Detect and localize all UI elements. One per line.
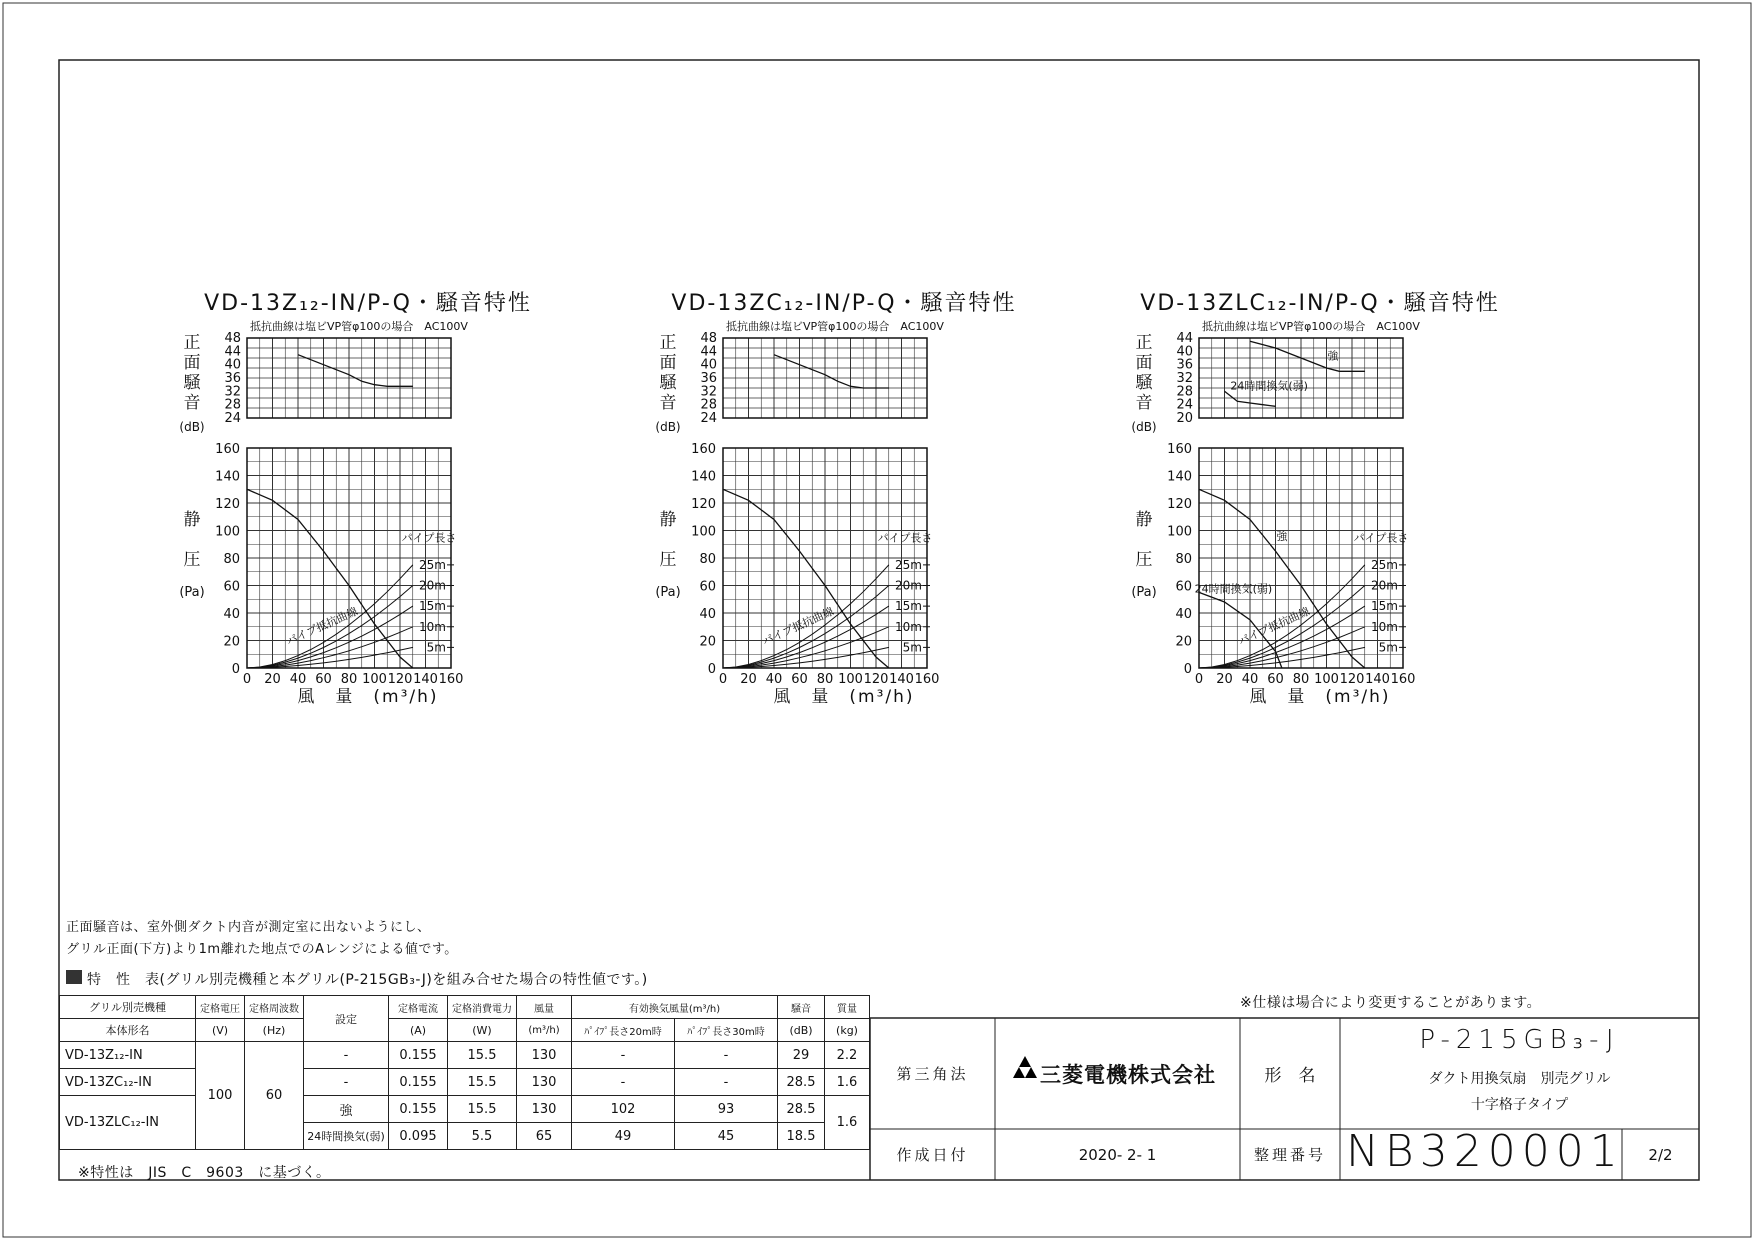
resistance-label: パイプ抵抗曲線 <box>1236 604 1312 648</box>
pressure-ylabel: 静 <box>1135 510 1153 530</box>
x-tick-label: 60 <box>791 672 808 687</box>
pipe-length-label: 5m <box>1378 640 1398 655</box>
th-mass: 質量 <box>825 996 870 1019</box>
freq-cell: 60 <box>245 1042 304 1150</box>
chart-3 <box>1131 291 1499 707</box>
th-noise: 騒音 <box>778 996 825 1019</box>
model-description-2: 十字格子タイプ <box>1470 1097 1569 1113</box>
noise-grid <box>247 338 451 418</box>
table-row <box>60 1069 870 1096</box>
noise-ylabel: 正 <box>659 333 677 353</box>
pressure-tick-label: 20 <box>1175 634 1192 650</box>
model-number: P-215GB₃-J <box>1419 1025 1620 1055</box>
row-airflow: 65 <box>517 1123 572 1150</box>
x-tick-label: 20 <box>264 672 281 687</box>
voltage-cell: 100 <box>196 1042 245 1150</box>
x-tick-label: 100 <box>1314 672 1339 687</box>
row-pipe30: - <box>675 1069 778 1096</box>
th-voltage: 定格電圧 <box>196 996 245 1019</box>
table-row <box>60 1042 870 1069</box>
note-line-1: 正面騒音は、室外側ダクト内音が測定室に出ないようにし、 <box>66 920 431 935</box>
x-tick-label: 80 <box>340 672 358 687</box>
row-pipe20: 102 <box>572 1096 675 1123</box>
x-tick-label: 60 <box>1267 672 1284 687</box>
row-power: 15.5 <box>448 1042 517 1069</box>
pressure-tick-label: 140 <box>691 469 716 485</box>
pressure-unit: (Pa) <box>1131 585 1157 600</box>
pressure-tick-label: 0 <box>707 662 716 677</box>
pipe-length-label: 20m <box>419 578 446 593</box>
noise-ylabel: 音 <box>1135 393 1153 413</box>
pressure-ylabel: 圧 <box>1135 550 1153 570</box>
pressure-tick-label: 160 <box>691 442 716 457</box>
pressure-ylabel: 圧 <box>183 550 201 570</box>
noise-tick-label: 44 <box>1176 331 1193 346</box>
row-airflow: 130 <box>517 1069 572 1096</box>
pressure-tick-label: 100 <box>691 524 716 540</box>
noise-tick-label: 48 <box>700 331 717 346</box>
chart-title: VD-13ZLC₁₂-IN/P-Q・騒音特性 <box>1140 291 1500 316</box>
x-tick-label: 120 <box>1339 672 1365 687</box>
th-voltage-unit: (V) <box>196 1019 245 1042</box>
chart-title: VD-13ZC₁₂-IN/P-Q・騒音特性 <box>671 291 1017 316</box>
pipe-length-label: 25m <box>895 557 922 572</box>
row-pipe20: - <box>572 1042 675 1069</box>
row-current: 0.155 <box>389 1096 448 1123</box>
x-tick-label: 120 <box>863 672 889 687</box>
pipe-header: パイプ長さ <box>877 531 933 545</box>
pressure-tick-label: 0 <box>231 662 240 677</box>
x-tick-label: 160 <box>914 672 940 687</box>
th-airflow-unit: (m³/h) <box>517 1019 572 1042</box>
row-pipe20: - <box>572 1069 675 1096</box>
noise-ylabel: 面 <box>183 353 201 373</box>
pressure-unit: (Pa) <box>179 585 205 600</box>
pq-curve <box>723 489 889 668</box>
pressure-tick-label: 40 <box>699 607 716 622</box>
pq-curve <box>247 489 413 668</box>
noise-grid <box>723 338 927 418</box>
reference-number: NB320001 <box>1346 1126 1624 1177</box>
chart-title: VD-13Z₁₂-IN/P-Q・騒音特性 <box>204 291 532 316</box>
pipe-header: パイプ長さ <box>401 531 457 545</box>
row-pipe30: 45 <box>675 1123 778 1150</box>
th-model-2: 本体形名 <box>60 1019 196 1042</box>
th-setting: 設定 <box>304 996 389 1042</box>
pressure-unit: (Pa) <box>655 585 681 600</box>
pipe-length-label: 10m <box>1371 619 1398 634</box>
noise-tick-label: 32 <box>1176 371 1193 386</box>
pipe-length-label: 15m <box>419 599 446 614</box>
noise-tick-label: 48 <box>224 331 241 346</box>
row-current: 0.155 <box>389 1069 448 1096</box>
pressure-ylabel: 静 <box>183 510 201 530</box>
chart-subtitle: 抵抗曲線は塩ビVP管φ100の場合 AC100V <box>726 320 944 333</box>
th-pipe30: ﾊﾟｲﾌﾟ長さ30m時 <box>675 1019 778 1042</box>
pressure-tick-label: 40 <box>223 607 240 622</box>
pressure-tick-label: 80 <box>1175 552 1192 567</box>
chart-subtitle: 抵抗曲線は塩ビVP管φ100の場合 AC100V <box>250 320 468 333</box>
table-title: 特 性 表(グリル別売機種と本グリル(P-215GB₃-J)を組み合せた場合の特性値です。) <box>87 972 648 988</box>
th-effective: 有効換気風量(m³/h) <box>572 996 778 1019</box>
noise-curve <box>298 355 413 387</box>
spec-change-note: ※仕様は場合により変更することがあります。 <box>1240 995 1542 1011</box>
row-noise: 18.5 <box>778 1123 825 1150</box>
th-freq: 定格周波数 <box>245 996 304 1019</box>
pressure-tick-label: 160 <box>1167 442 1192 457</box>
chart-subtitle: 抵抗曲線は塩ビVP管φ100の場合 AC100V <box>1202 320 1420 333</box>
noise-ylabel: 騒 <box>1135 373 1153 393</box>
th-freq-unit: (Hz) <box>245 1019 304 1042</box>
pressure-tick-label: 40 <box>1175 607 1192 622</box>
x-tick-label: 0 <box>242 672 252 687</box>
table-marker-icon <box>66 970 82 984</box>
th-noise-unit: (dB) <box>778 1019 825 1042</box>
resistance-label: パイプ抵抗曲線 <box>284 604 360 648</box>
ref-label: 整理番号 <box>1253 1146 1326 1164</box>
jis-note: ※特性は JIS C 9603 に基づく。 <box>78 1165 331 1181</box>
pressure-tick-label: 60 <box>699 579 716 595</box>
row-power: 15.5 <box>448 1096 517 1123</box>
row-pipe30: - <box>675 1042 778 1069</box>
noise-unit: (dB) <box>1131 420 1157 434</box>
noise-ylabel: 音 <box>183 393 201 413</box>
row-setting: 24時間換気(弱) <box>304 1123 389 1150</box>
x-tick-label: 60 <box>315 672 332 687</box>
page-number: 2/2 <box>1648 1145 1673 1164</box>
projection-label: 第三角法 <box>896 1065 969 1083</box>
row-mass: 1.6 <box>825 1069 870 1096</box>
chart-1 <box>179 291 532 707</box>
resistance-label: パイプ抵抗曲線 <box>760 604 836 648</box>
row-setting: - <box>304 1042 389 1069</box>
noise-tick-label: 44 <box>224 344 241 360</box>
x-tick-label: 80 <box>816 672 834 687</box>
noise-curve <box>1250 341 1365 371</box>
noise-ylabel: 面 <box>659 353 677 373</box>
pressure-tick-label: 140 <box>1167 469 1192 485</box>
x-tick-label: 20 <box>740 672 757 687</box>
pq-series-label: 強 <box>1276 530 1288 544</box>
row-noise: 28.5 <box>778 1096 825 1123</box>
pressure-tick-label: 100 <box>1167 524 1192 540</box>
row-pipe20: 49 <box>572 1123 675 1150</box>
noise-ylabel: 面 <box>1135 353 1153 373</box>
noise-curve <box>774 355 889 388</box>
pipe-length-label: 25m <box>419 557 446 572</box>
row-airflow: 130 <box>517 1096 572 1123</box>
noise-tick-label: 28 <box>700 397 717 413</box>
noise-ylabel: 正 <box>183 333 201 353</box>
x-tick-label: 40 <box>1241 672 1259 687</box>
row-setting: 強 <box>304 1096 389 1123</box>
x-tick-label: 140 <box>889 672 914 687</box>
pq-curve <box>1199 489 1365 668</box>
noise-tick-label: 28 <box>224 397 241 413</box>
x-tick-label: 100 <box>838 672 863 687</box>
pipe-header: パイプ長さ <box>1353 531 1409 545</box>
noise-series-label: 強 <box>1327 349 1339 363</box>
pressure-tick-label: 120 <box>691 497 716 512</box>
noise-tick-label: 36 <box>1176 357 1193 373</box>
pressure-tick-label: 140 <box>215 469 240 485</box>
pressure-tick-label: 120 <box>215 497 240 512</box>
th-power: 定格消費電力 <box>448 996 517 1019</box>
noise-series-label: 24時間換気(弱) <box>1230 379 1308 393</box>
pressure-tick-label: 60 <box>223 579 240 595</box>
noise-tick-label: 40 <box>224 357 241 373</box>
noise-tick-label: 44 <box>700 344 717 360</box>
pressure-ylabel: 静 <box>659 510 677 530</box>
x-tick-label: 40 <box>289 672 307 687</box>
noise-grid <box>1199 338 1403 418</box>
x-tick-label: 100 <box>362 672 387 687</box>
x-tick-label: 40 <box>765 672 783 687</box>
noise-tick-label: 32 <box>700 384 717 400</box>
row-power: 15.5 <box>448 1069 517 1096</box>
row-mass: 1.6 <box>825 1096 870 1150</box>
pq-series-label: 24時間換気(弱) <box>1194 582 1273 596</box>
x-tick-label: 160 <box>438 672 464 687</box>
row-model: VD-13ZC₁₂-IN <box>60 1069 196 1096</box>
x-tick-label: 140 <box>413 672 438 687</box>
creation-date: 2020- 2- 1 <box>1078 1145 1157 1164</box>
row-noise: 28.5 <box>778 1069 825 1096</box>
noise-tick-label: 32 <box>224 384 241 400</box>
row-noise: 29 <box>778 1042 825 1069</box>
row-current: 0.095 <box>389 1123 448 1150</box>
model-label: 形 名 <box>1264 1066 1316 1086</box>
th-model: グリル別売機種 <box>60 996 196 1019</box>
row-model: VD-13ZLC₁₂-IN <box>60 1096 196 1150</box>
row-setting: - <box>304 1069 389 1096</box>
th-power-unit: (W) <box>448 1019 517 1042</box>
row-power: 5.5 <box>448 1123 517 1150</box>
noise-unit: (dB) <box>655 420 681 434</box>
pipe-length-label: 10m <box>895 619 922 634</box>
pressure-tick-label: 20 <box>699 634 716 650</box>
row-airflow: 130 <box>517 1042 572 1069</box>
note-line-2: グリル正面(下方)より1m離れた地点でのAレンジによる値です。 <box>66 942 458 957</box>
pressure-tick-label: 80 <box>699 552 716 567</box>
noise-tick-label: 36 <box>700 371 717 386</box>
row-mass: 2.2 <box>825 1042 870 1069</box>
pressure-tick-label: 100 <box>215 524 240 540</box>
noise-tick-label: 24 <box>224 411 241 426</box>
chart-2 <box>655 291 1016 707</box>
x-tick-label: 0 <box>1194 672 1204 687</box>
pressure-tick-label: 80 <box>223 552 240 567</box>
noise-ylabel: 騒 <box>183 373 201 393</box>
noise-tick-label: 40 <box>700 357 717 373</box>
pipe-length-label: 15m <box>895 599 922 614</box>
pipe-length-label: 5m <box>902 640 922 655</box>
pipe-length-label: 25m <box>1371 557 1398 572</box>
pressure-ylabel: 圧 <box>659 550 677 570</box>
pressure-tick-label: 120 <box>1167 497 1192 512</box>
model-description-1: ダクト用換気扇 別売グリル <box>1428 1071 1611 1087</box>
row-current: 0.155 <box>389 1042 448 1069</box>
pressure-tick-label: 160 <box>215 442 240 457</box>
mitsubishi-logo-icon <box>1013 1056 1037 1078</box>
noise-tick-label: 40 <box>1176 344 1193 360</box>
th-current: 定格電流 <box>389 996 448 1019</box>
th-current-unit: (A) <box>389 1019 448 1042</box>
pipe-length-label: 5m <box>426 640 446 655</box>
row-model: VD-13Z₁₂-IN <box>60 1042 196 1069</box>
x-tick-label: 140 <box>1365 672 1390 687</box>
x-axis-label: 風 量 (m³/h) <box>297 687 439 707</box>
th-airflow: 風量 <box>517 996 572 1019</box>
pipe-length-label: 20m <box>895 578 922 593</box>
noise-ylabel: 音 <box>659 393 677 413</box>
noise-tick-label: 24 <box>1176 397 1193 413</box>
pipe-length-label: 15m <box>1371 599 1398 614</box>
noise-ylabel: 正 <box>1135 333 1153 353</box>
x-tick-label: 20 <box>1216 672 1233 687</box>
pipe-length-label: 20m <box>1371 578 1398 593</box>
x-axis-label: 風 量 (m³/h) <box>773 687 915 707</box>
date-label: 作成日付 <box>896 1146 969 1164</box>
noise-tick-label: 24 <box>700 411 717 426</box>
th-pipe20: ﾊﾟｲﾌﾟ長さ20m時 <box>572 1019 675 1042</box>
x-tick-label: 160 <box>1390 672 1416 687</box>
noise-ylabel: 騒 <box>659 373 677 393</box>
table-row <box>60 1096 870 1123</box>
x-tick-label: 0 <box>718 672 728 687</box>
pressure-tick-label: 60 <box>1175 579 1192 595</box>
pipe-length-label: 10m <box>419 619 446 634</box>
spec-table <box>59 995 870 1150</box>
noise-unit: (dB) <box>179 420 205 434</box>
x-tick-label: 120 <box>387 672 413 687</box>
noise-tick-label: 28 <box>1176 384 1193 400</box>
pressure-tick-label: 20 <box>223 634 240 650</box>
row-pipe30: 93 <box>675 1096 778 1123</box>
company-name: 三菱電機株式会社 <box>1040 1062 1216 1087</box>
noise-tick-label: 20 <box>1176 411 1193 426</box>
th-mass-unit: (kg) <box>825 1019 870 1042</box>
noise-tick-label: 36 <box>224 371 241 386</box>
x-tick-label: 80 <box>1292 672 1310 687</box>
pressure-tick-label: 0 <box>1183 662 1192 677</box>
x-axis-label: 風 量 (m³/h) <box>1249 687 1391 707</box>
